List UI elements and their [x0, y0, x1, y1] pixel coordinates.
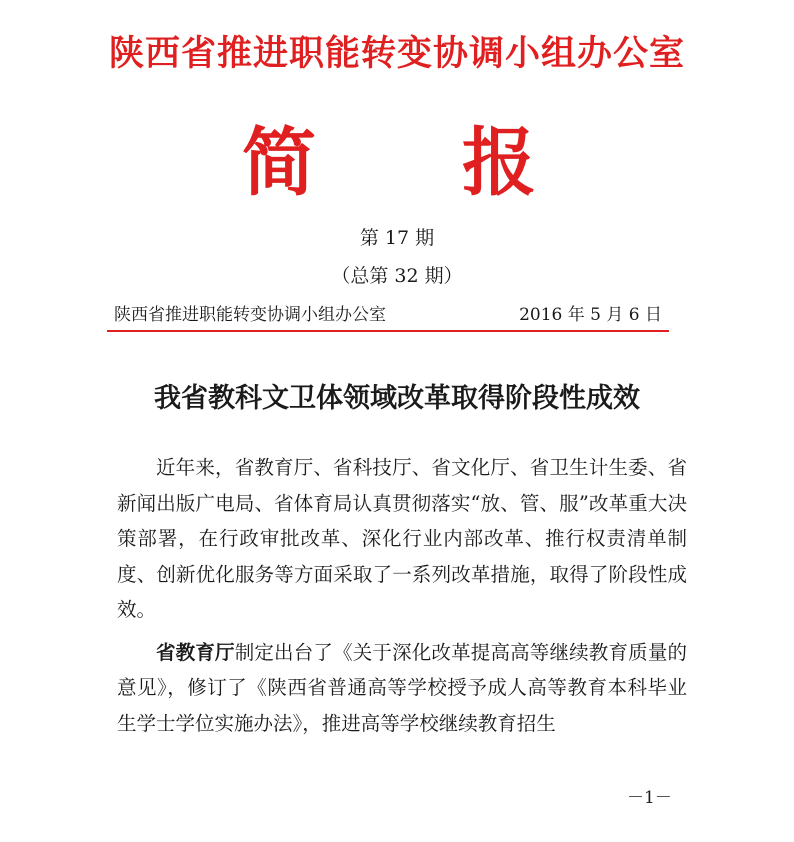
paragraph-2 [117, 635, 687, 742]
issue-number: 第 17 期 [359, 227, 435, 249]
article-body [117, 450, 687, 741]
bulletin-title-char-1: 简 [242, 120, 316, 206]
bulletin-title-char-2: 报 [462, 120, 536, 206]
red-separator-line [107, 330, 669, 332]
paragraph-2-lead: 省教育厅 [156, 640, 235, 664]
issuer-name: 陕西省推进职能转变协调小组办公室 [114, 305, 386, 325]
paragraph-2-text: 制定出台了《关于深化改革提高高等继续教育质量的意见》，修订了《陕西省普通高等学校授予成人高等教育本科毕业生学士学位实施办法》，推进高等学校继续教育招生 [117, 640, 687, 735]
issuing-organization-header: 陕西省推进职能转变协调小组办公室 [108, 34, 685, 74]
issue-date: 2016 年 5 月 6 日 [519, 305, 662, 325]
page-number: －1－ [627, 788, 672, 808]
article-title: 我省教科文卫体领域改革取得阶段性成效 [154, 383, 640, 414]
issue-total-number: （总第 32 期） [331, 265, 463, 287]
bulletin-title [0, 118, 794, 208]
paragraph-1: 近年来，省教育厅、省科技厅、省文化厅、省卫生计生委、省新闻出版广电局、省体育局认真贯彻落实“放、管、服”改革重大决策部署，在行政审批改革、深化行业内部改革、推行权责清单制度、创新优化服务等方面采取了一系列改革措施，取得了阶段性成效。 [117, 456, 687, 621]
issuer-date-line [114, 302, 670, 328]
